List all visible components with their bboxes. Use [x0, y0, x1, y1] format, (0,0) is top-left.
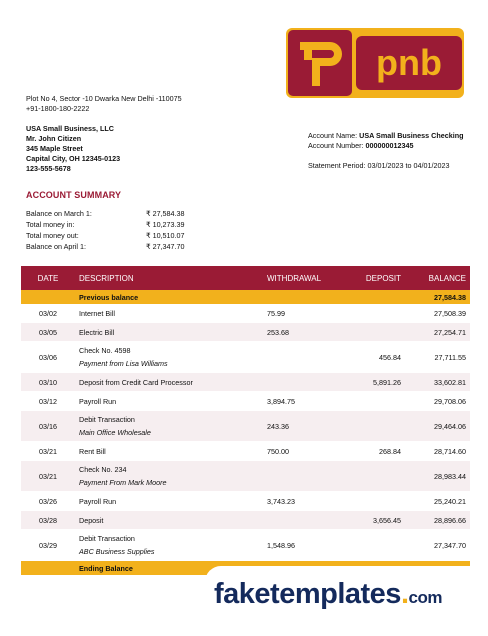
cell-withdrawal [263, 461, 353, 492]
cell-description [75, 442, 263, 461]
summary-row [26, 208, 226, 219]
summary-label: Balance on March 1: [26, 209, 92, 218]
cell-description [75, 492, 263, 511]
header-date: DATE [21, 266, 75, 290]
table-row [21, 442, 470, 461]
previous-balance-label: Previous balance [75, 290, 263, 304]
cell-date: 03/02 [21, 304, 75, 323]
cell-balance: 29,708.06 [411, 392, 470, 411]
cell-date: 03/05 [21, 323, 75, 342]
cell-withdrawal: 243.36 [263, 411, 353, 442]
header-balance: BALANCE [411, 266, 470, 290]
cell-withdrawal: 75.99 [263, 304, 353, 323]
customer-phone: 123-555-5678 [26, 164, 71, 173]
summary-label: Balance on April 1: [26, 242, 86, 251]
cell-balance: 27,508.39 [411, 304, 470, 323]
cell-withdrawal: 750.00 [263, 442, 353, 461]
cell-date: 03/29 [21, 530, 75, 561]
description-main: Payroll Run [79, 496, 117, 506]
cell-date: 03/06 [21, 342, 75, 373]
account-info [308, 131, 483, 171]
bank-address: Plot No 4, Sector -10 Dwarka New Delhi -110075 [26, 94, 182, 103]
customer-block [26, 124, 226, 174]
cell-deposit [353, 304, 411, 323]
description-main: Check No. 4598 [79, 346, 131, 355]
cell-deposit [353, 323, 411, 342]
cell-date: 03/28 [21, 511, 75, 530]
account-number-value: 000000012345 [365, 141, 414, 150]
customer-business: USA Small Business, LLC [26, 124, 115, 133]
customer-name: Mr. John Citizen [26, 134, 82, 143]
cell-balance: 27,347.70 [411, 530, 470, 561]
transactions-body [21, 290, 470, 575]
cell-description [75, 373, 263, 392]
table-row [21, 373, 470, 392]
cell-date: 03/21 [21, 442, 75, 461]
table-row [21, 323, 470, 342]
statement-period-value: 03/01/2023 to 04/01/2023 [367, 161, 450, 170]
cell-description [75, 304, 263, 323]
watermark-dot: . [400, 578, 409, 610]
cell-date: 03/21 [21, 461, 75, 492]
statement-period-line [308, 161, 483, 171]
cell-deposit [353, 392, 411, 411]
cell-date: 03/16 [21, 411, 75, 442]
description-main: Rent Bill [79, 446, 106, 456]
description-main: Internet Bill [79, 308, 115, 318]
cell-date: 03/26 [21, 492, 75, 511]
summary-label: Total money in: [26, 220, 75, 229]
watermark-tld: com [408, 588, 442, 607]
description-sub: ABC Business Supplies [79, 547, 155, 556]
summary-row [26, 219, 226, 230]
cell-withdrawal: 1,548.96 [263, 530, 353, 561]
table-row [21, 530, 470, 561]
previous-balance-value: 27,584.38 [411, 290, 470, 304]
customer-city: Capital City, OH 12345-0123 [26, 154, 121, 163]
table-row [21, 492, 470, 511]
account-name-line [308, 131, 483, 141]
description-sub: Payment from Lisa Williams [79, 359, 168, 368]
logo-text: pnb [376, 42, 442, 83]
table-row [21, 511, 470, 530]
description-main: Debit Transaction [79, 415, 135, 424]
table-row [21, 342, 470, 373]
table-row [21, 392, 470, 411]
description-main: Deposit [79, 515, 104, 525]
account-summary-title: ACCOUNT SUMMARY [26, 190, 122, 200]
cell-balance: 29,464.06 [411, 411, 470, 442]
transactions-table [21, 266, 470, 575]
header-deposit: DEPOSIT [353, 266, 411, 290]
cell-balance: 27,254.71 [411, 323, 470, 342]
bank-phone: +91-1800-180-2222 [26, 104, 90, 113]
cell-balance: 28,983.44 [411, 461, 470, 492]
cell-balance: 25,240.21 [411, 492, 470, 511]
account-name-value: USA Small Business Checking [359, 131, 464, 140]
cell-withdrawal: 3,743.23 [263, 492, 353, 511]
cell-balance: 27,711.55 [411, 342, 470, 373]
description-sub: Main Office Wholesale [79, 428, 151, 437]
table-row [21, 461, 470, 492]
customer-street: 345 Maple Street [26, 144, 83, 153]
cell-date: 03/10 [21, 373, 75, 392]
description-main: Check No. 234 [79, 465, 127, 474]
cell-description [75, 392, 263, 411]
account-summary [26, 208, 226, 252]
cell-balance: 28,714.60 [411, 442, 470, 461]
cell-withdrawal [263, 511, 353, 530]
cell-description [75, 323, 263, 342]
cell-balance: 28,896.66 [411, 511, 470, 530]
previous-balance-row [21, 290, 470, 304]
cell-deposit: 268.84 [353, 442, 411, 461]
bank-address-block [26, 94, 286, 114]
summary-row [26, 230, 226, 241]
cell-deposit: 456.84 [353, 342, 411, 373]
summary-value: ₹ 10,510.07 [146, 231, 185, 240]
cell-withdrawal [263, 373, 353, 392]
description-main: Electric Bill [79, 327, 115, 337]
cell-deposit [353, 411, 411, 442]
statement-period-label: Statement Period: [308, 161, 366, 170]
description-main: Deposit from Credit Card Processor [79, 377, 193, 387]
description-sub: Payment From Mark Moore [79, 478, 167, 487]
cell-deposit: 5,891.26 [353, 373, 411, 392]
account-number-label: Account Number: [308, 141, 364, 150]
cell-withdrawal [263, 342, 353, 373]
cell-description [75, 461, 263, 492]
header-description: DESCRIPTION [75, 266, 263, 290]
cell-description [75, 511, 263, 530]
summary-row [26, 241, 226, 252]
cell-balance: 33,602.81 [411, 373, 470, 392]
pnb-logo [286, 28, 464, 98]
account-name-label: Account Name: [308, 131, 358, 140]
description-main: Debit Transaction [79, 534, 135, 543]
cell-deposit [353, 492, 411, 511]
table-header-row [21, 266, 470, 290]
ending-balance-label: Ending Balance [75, 561, 263, 576]
cell-deposit [353, 530, 411, 561]
summary-value: ₹ 10,273.39 [146, 220, 185, 229]
header-withdrawal: WITHDRAWAL [263, 266, 353, 290]
cell-deposit [353, 461, 411, 492]
cell-withdrawal: 3,894.75 [263, 392, 353, 411]
watermark [214, 578, 442, 611]
description-main: Payroll Run [79, 396, 117, 406]
cell-withdrawal: 253.68 [263, 323, 353, 342]
table-row [21, 411, 470, 442]
summary-label: Total money out: [26, 231, 79, 240]
account-number-line [308, 141, 483, 151]
table-row [21, 304, 470, 323]
cell-description [75, 411, 263, 442]
cell-description [75, 530, 263, 561]
cell-date: 03/12 [21, 392, 75, 411]
cell-description [75, 342, 263, 373]
cell-deposit: 3,656.45 [353, 511, 411, 530]
watermark-main: faketemplates [214, 578, 401, 610]
summary-value: ₹ 27,584.38 [146, 209, 185, 218]
summary-value: ₹ 27,347.70 [146, 242, 185, 251]
